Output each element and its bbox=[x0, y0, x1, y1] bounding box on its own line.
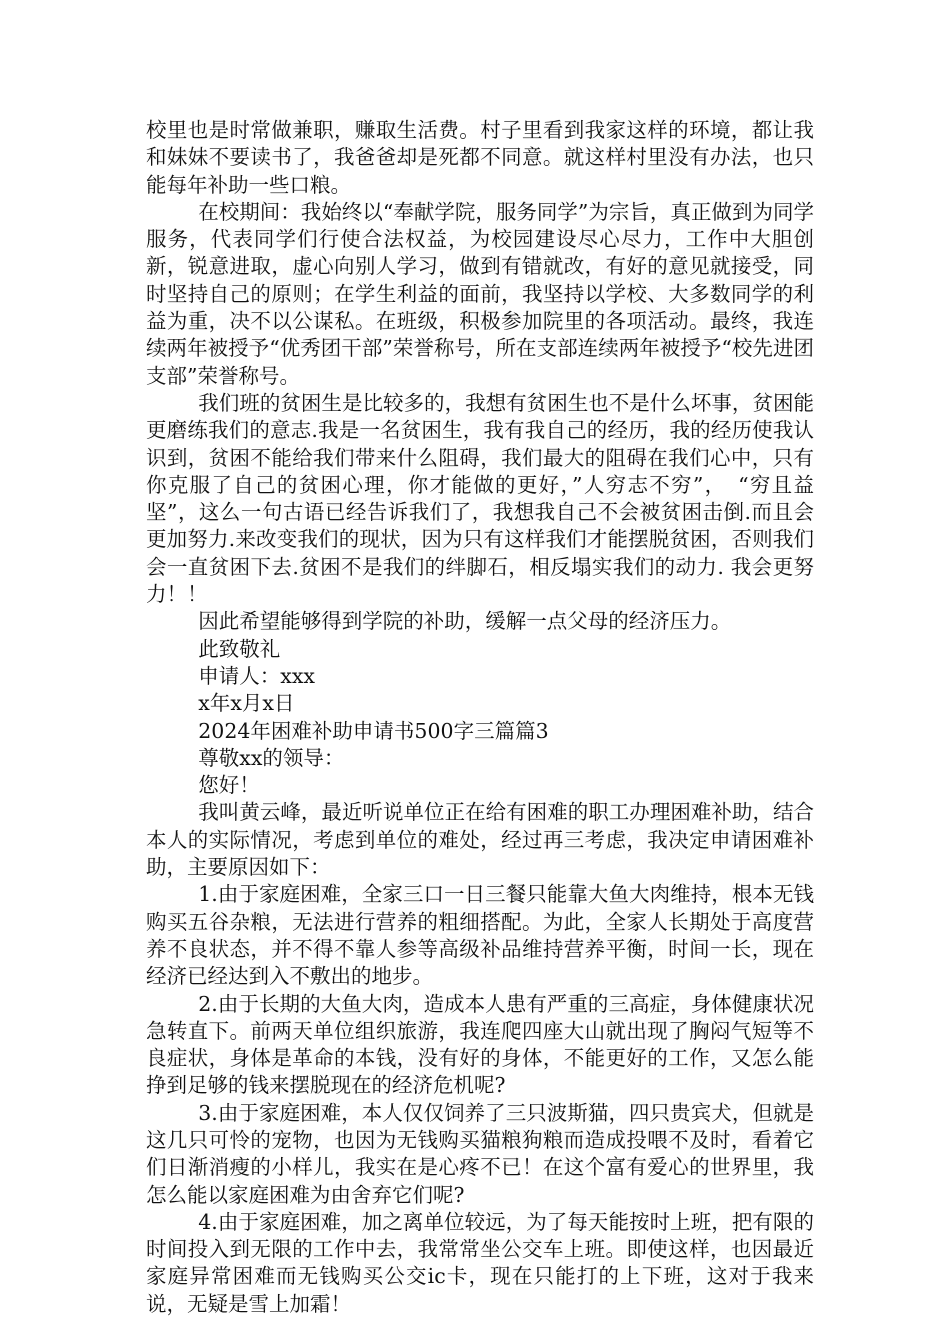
paragraph-school-service: 在校期间：我始终以“奉献学院，服务同学”为宗旨，真正做到为同学服务，代表同学们行使合法权益，为校园建设尽心尽力，工作中大胆创新，锐意进取，虚心向别人学习，做到有错就改，有好的意见就接受，同时坚持自己的原则；在学生利益的面前，我坚持以学校、大多数同学的利益为重，决不以公谋私。在班级，积极参加院里的各项活动。最终，我连续两年被授予“优秀团干部”荣誉称号，所在支部连续两年被授予“校先进团支部”荣誉称号。 bbox=[146, 199, 814, 388]
reason-item-2: 2.由于长期的大鱼大肉，造成本人患有严重的三高症，身体健康状况急转直下。前两天单位组织旅游，我连爬四座大山就出现了胸闷气短等不良症状，身体是革命的本钱，没有好的身体，不能更好的工作，又怎么能挣到足够的钱来摆脱现在的经济危机呢? bbox=[146, 991, 814, 1098]
paragraph-poverty-reflection: 我们班的贫困生是比较多的，我想有贫困生也不是什么坏事，贫困能更磨练我们的意志.我是一名贫困生，我有我自己的经历，我的经历使我认识到，贫困不能给我们带来什么阻碍，我们最大的阻碍在我们心中，只有你克服了自己的贫困心理，你才能做的更好，”人穷志不穷”， “穷且益坚”，这么一句古语已经告诉我们了，我想我自己不会被贫困击倒.而且会更加努力.来改变我们的现状，因为只有这样我们才能摆脱贫困，否则我们会一直贫困下去.贫困不是我们的绊脚石，相反塌实我们的动力. 我会更努力！！ bbox=[146, 390, 814, 607]
applicant-line: 申请人：xxx bbox=[198, 663, 315, 688]
section-title: 2024年困难补助申请书500字三篇篇3 bbox=[198, 718, 549, 743]
closing-salutation: 此致敬礼 bbox=[198, 636, 281, 661]
greeting-addressee: 尊敬xx的领导： bbox=[198, 745, 345, 770]
paragraph-request: 因此希望能够得到学院的补助，缓解一点父母的经济压力。 bbox=[198, 609, 732, 634]
reason-item-1: 1.由于家庭困难，全家三口一日三餐只能靠大鱼大肉维持，根本无钱购买五谷杂粮，无法进行营养的粗细搭配。为此，全家人长期处于高度营养不良状态，并不得不靠人参等高级补品维持营养平衡，时间一长，现在经济已经达到入不敷出的地步。 bbox=[146, 882, 814, 989]
paragraph-continuation: 校里也是时常做兼职，赚取生活费。村子里看到我家这样的环境，都让我和妹妹不要读书了，我爸爸却是死都不同意。就这样村里没有办法，也只能每年补助一些口粮。 bbox=[146, 118, 814, 197]
date-line: x年x月x日 bbox=[198, 691, 295, 716]
paragraph-introduction: 我叫黄云峰，最近听说单位正在给有困难的职工办理困难补助，结合本人的实际情况，考虑到单位的难处，经过再三考虑，我决定申请困难补助，主要原因如下： bbox=[146, 800, 814, 880]
greeting-hello: 您好！ bbox=[198, 773, 260, 798]
document-body bbox=[146, 117, 814, 1318]
reason-item-3: 3.由于家庭困难，本人仅仅饲养了三只波斯猫，四只贵宾犬，但就是这几只可怜的宠物，也因为无钱购买猫粮狗粮而造成投喂不及时，看着它们日渐消瘦的小样儿，我实在是心疼不已！在这个富有爱心的世界里，我怎么能以家庭困难为由舍弃它们呢? bbox=[146, 1100, 814, 1207]
reason-item-4: 4.由于家庭困难，加之离单位较远，为了每天能按时上班，把有限的时间投入到无限的工作中去，我常常坐公交车上班。即使这样，也因最近家庭异常困难而无钱购买公交ic卡，现在只能打的上下班，这对于我来说，无疑是雪上加霜！ bbox=[146, 1209, 814, 1316]
